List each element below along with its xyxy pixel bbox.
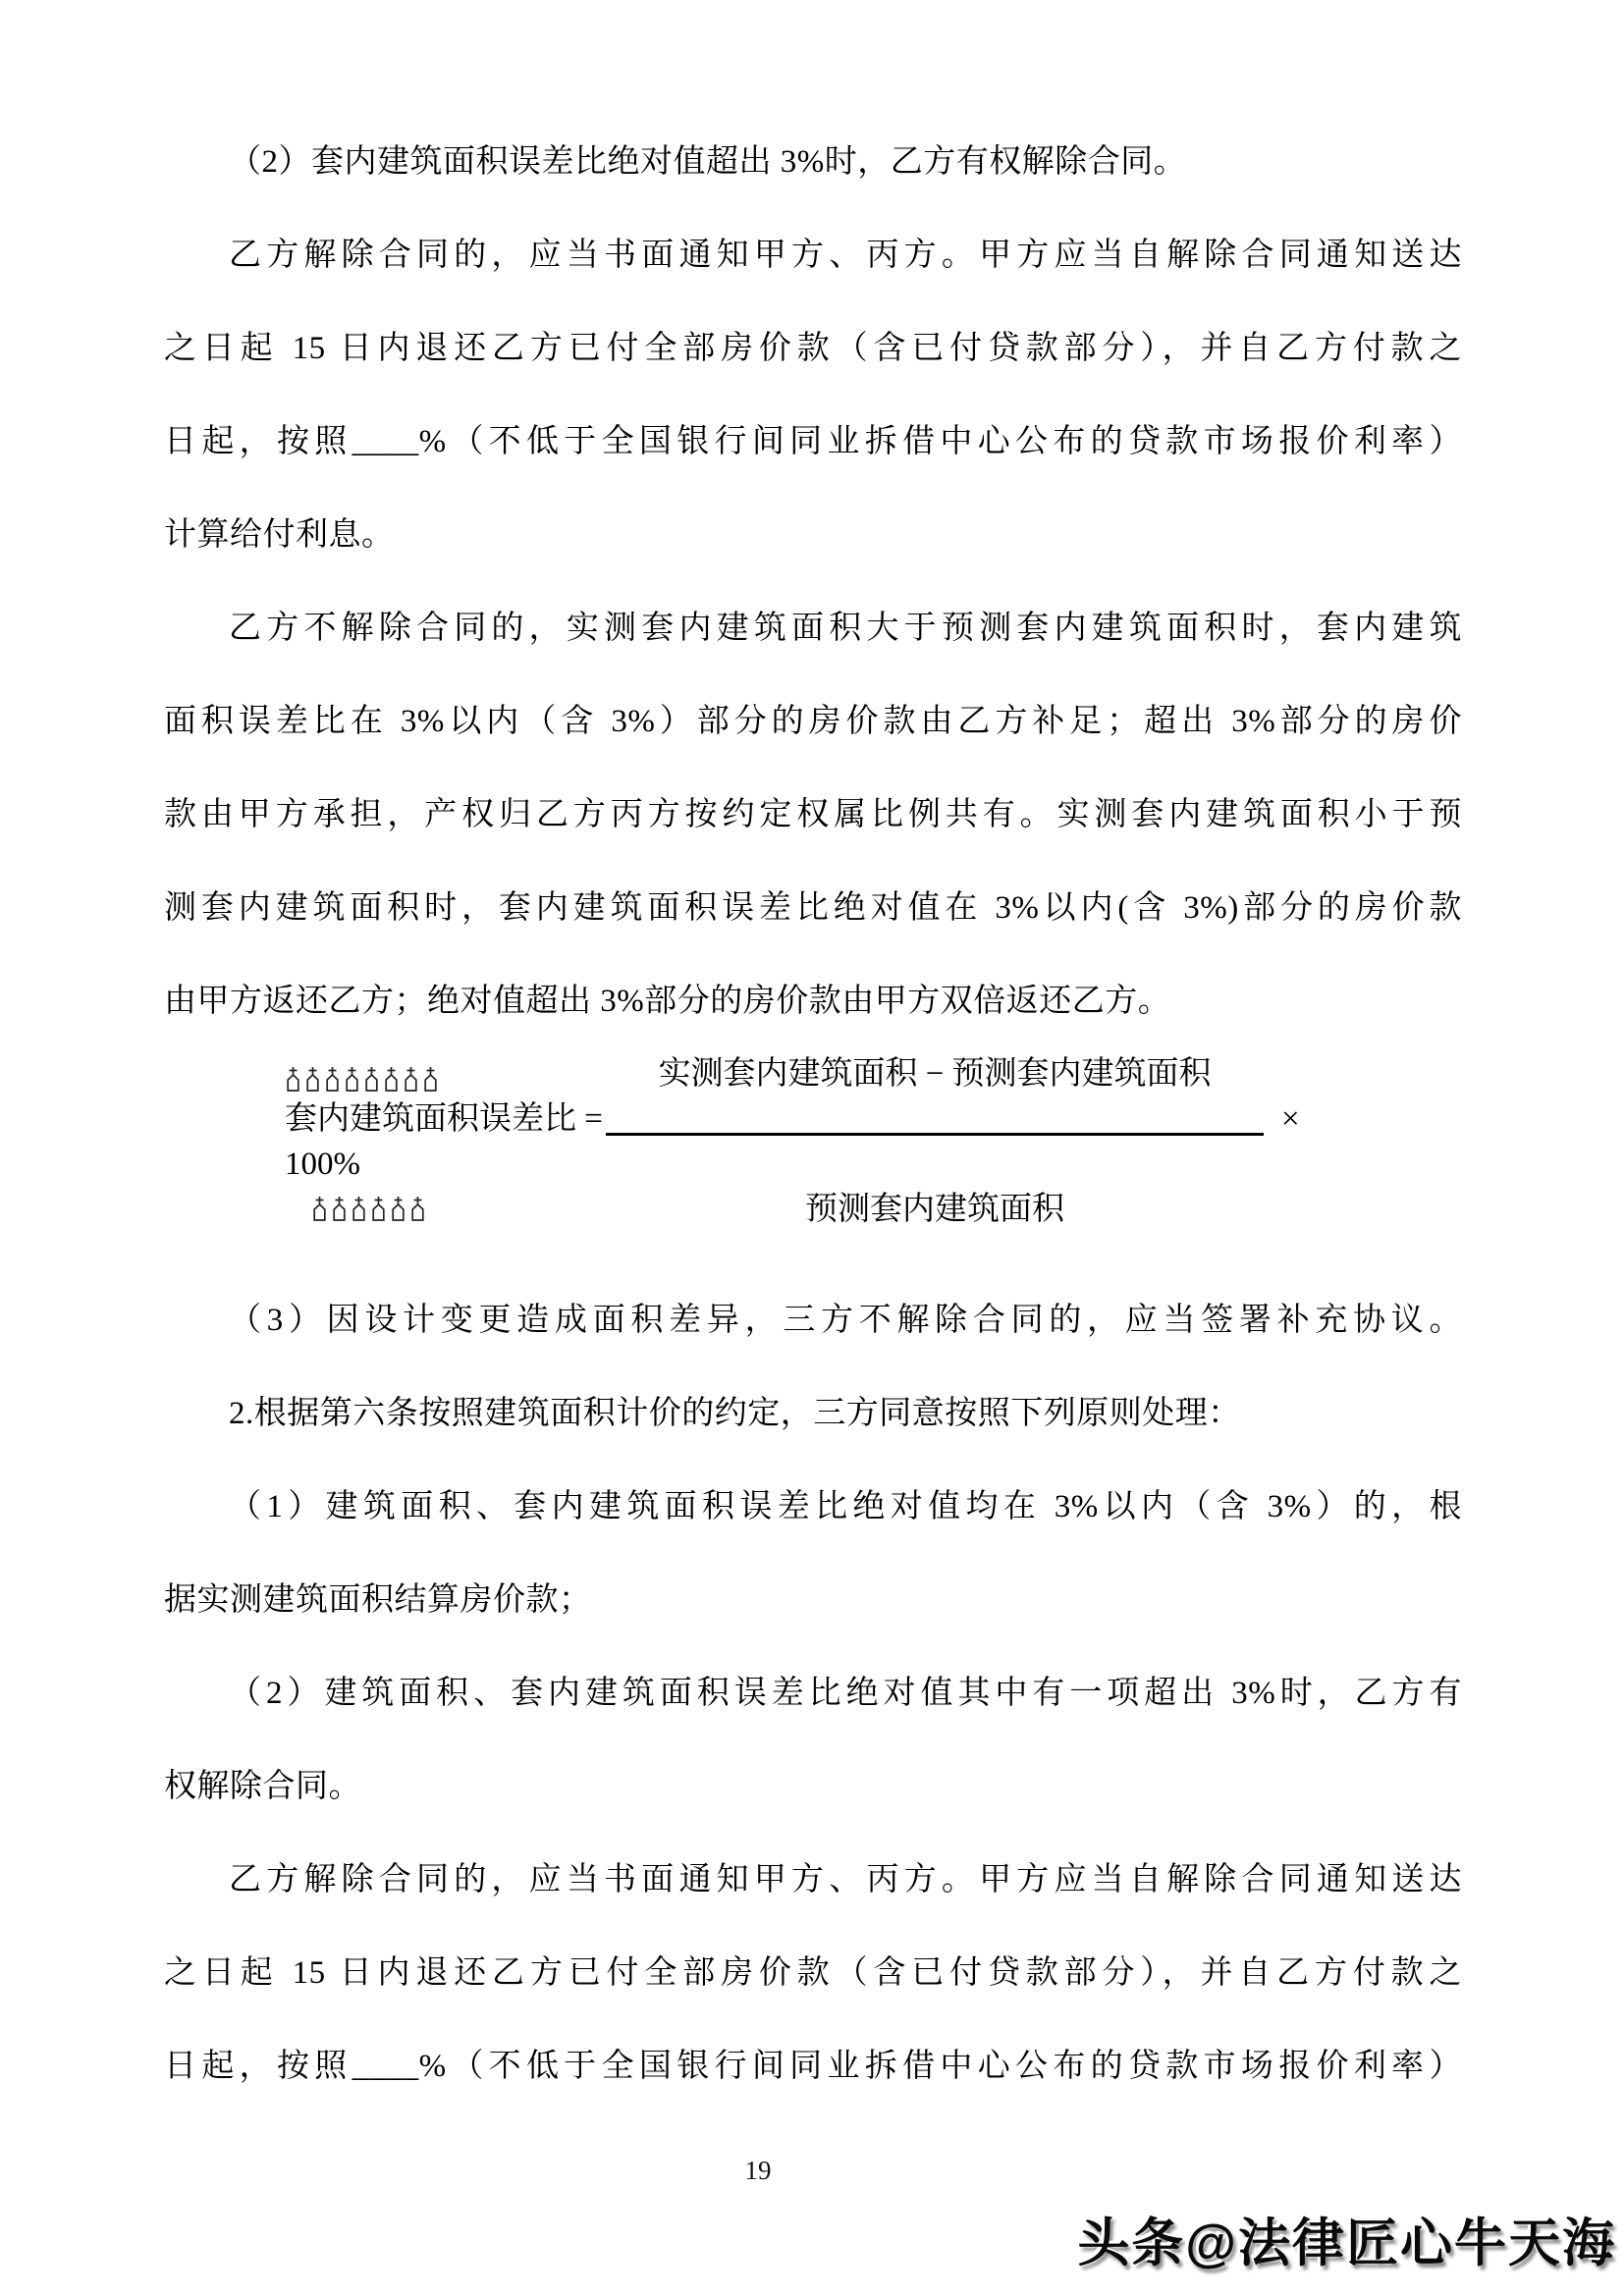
doc-line: 权解除合同。 bbox=[164, 1769, 361, 1804]
broken-char-row bbox=[311, 1196, 426, 1222]
formula-numerator: 实测套内建筑面积 − 预测套内建筑面积 bbox=[658, 1056, 1212, 1092]
broken-char-icon bbox=[331, 1196, 348, 1222]
doc-line: （1）建筑面积、套内建筑面积误差比绝对值均在 3%以内（含 3%）的，根 bbox=[229, 1489, 1462, 1524]
doc-line: （2）套内建筑面积误差比绝对值超出 3%时，乙方有权解除合同。 bbox=[229, 144, 1187, 180]
text-column bbox=[164, 0, 1462, 2113]
broken-char-icon bbox=[324, 1066, 341, 1093]
doc-line: 由甲方返还乙方；绝对值超出 3%部分的房价款由甲方双倍返还乙方。 bbox=[164, 984, 1171, 1019]
broken-char-icon bbox=[311, 1196, 328, 1222]
doc-line: 日起，按照____%（不低于全国银行间同业拆借中心公布的贷款市场报价利率） bbox=[164, 424, 1462, 459]
broken-char-icon bbox=[383, 1066, 400, 1093]
doc-line: 据实测建筑面积结算房价款； bbox=[164, 1582, 592, 1618]
area-error-ratio-formula bbox=[164, 1056, 1462, 1247]
broken-char-icon bbox=[304, 1066, 321, 1093]
doc-line: 日起，按照____%（不低于全国银行间同业拆借中心公布的贷款市场报价利率） bbox=[164, 2049, 1462, 2084]
doc-line: 面积误差比在 3%以内（含 3%）部分的房价款由乙方补足；超出 3%部分的房价 bbox=[164, 704, 1462, 739]
broken-char-row bbox=[285, 1066, 439, 1093]
doc-line: 乙方解除合同的，应当书面通知甲方、丙方。甲方应当自解除合同通知送达 bbox=[229, 1862, 1462, 1897]
multiply-sign: × bbox=[1281, 1101, 1300, 1137]
broken-char-icon bbox=[403, 1066, 419, 1093]
watermark-text: 头条@法律匠心牛天海 bbox=[1077, 2215, 1616, 2272]
paragraphs-below-formula bbox=[164, 1274, 1462, 2113]
fraction-bar bbox=[606, 1133, 1264, 1136]
page-number: 19 bbox=[744, 2156, 772, 2185]
doc-line: 之日起 15 日内退还乙方已付全部房价款（含已付贷款部分），并自乙方付款之 bbox=[164, 1955, 1462, 1991]
formula-denominator: 预测套内建筑面积 bbox=[805, 1192, 1064, 1227]
doc-line: 款由甲方承担，产权归乙方丙方按约定权属比例共有。实测套内建筑面积小于预 bbox=[164, 797, 1462, 832]
broken-char-icon bbox=[285, 1066, 301, 1093]
doc-line: 乙方解除合同的，应当书面通知甲方、丙方。甲方应当自解除合同通知送达 bbox=[229, 238, 1462, 273]
broken-char-icon bbox=[351, 1196, 367, 1222]
doc-line: 计算给付利息。 bbox=[164, 517, 395, 553]
doc-line: 2.根据第六条按照建筑面积计价的约定，三方同意按照下列原则处理： bbox=[229, 1396, 1241, 1431]
broken-char-icon bbox=[344, 1066, 360, 1093]
paragraphs-above-formula bbox=[164, 0, 1462, 1048]
doc-line: 测套内建筑面积时，套内建筑面积误差比绝对值在 3%以内(含 3%)部分的房价款 bbox=[164, 890, 1462, 926]
formula-left-side: 套内建筑面积误差比 = bbox=[285, 1101, 603, 1137]
broken-char-icon bbox=[422, 1066, 439, 1093]
broken-char-icon bbox=[390, 1196, 406, 1222]
formula-percent: 100% bbox=[285, 1147, 360, 1182]
broken-char-icon bbox=[409, 1196, 426, 1222]
doc-line: 之日起 15 日内退还乙方已付全部房价款（含已付贷款部分），并自乙方付款之 bbox=[164, 331, 1462, 366]
broken-char-icon bbox=[370, 1196, 387, 1222]
doc-line: 乙方不解除合同的，实测套内建筑面积大于预测套内建筑面积时，套内建筑 bbox=[229, 611, 1462, 646]
doc-line: （2）建筑面积、套内建筑面积误差比绝对值其中有一项超出 3%时，乙方有 bbox=[229, 1676, 1462, 1711]
doc-line: （3）因设计变更造成面积差异，三方不解除合同的，应当签署补充协议。 bbox=[229, 1303, 1462, 1338]
broken-char-icon bbox=[363, 1066, 380, 1093]
